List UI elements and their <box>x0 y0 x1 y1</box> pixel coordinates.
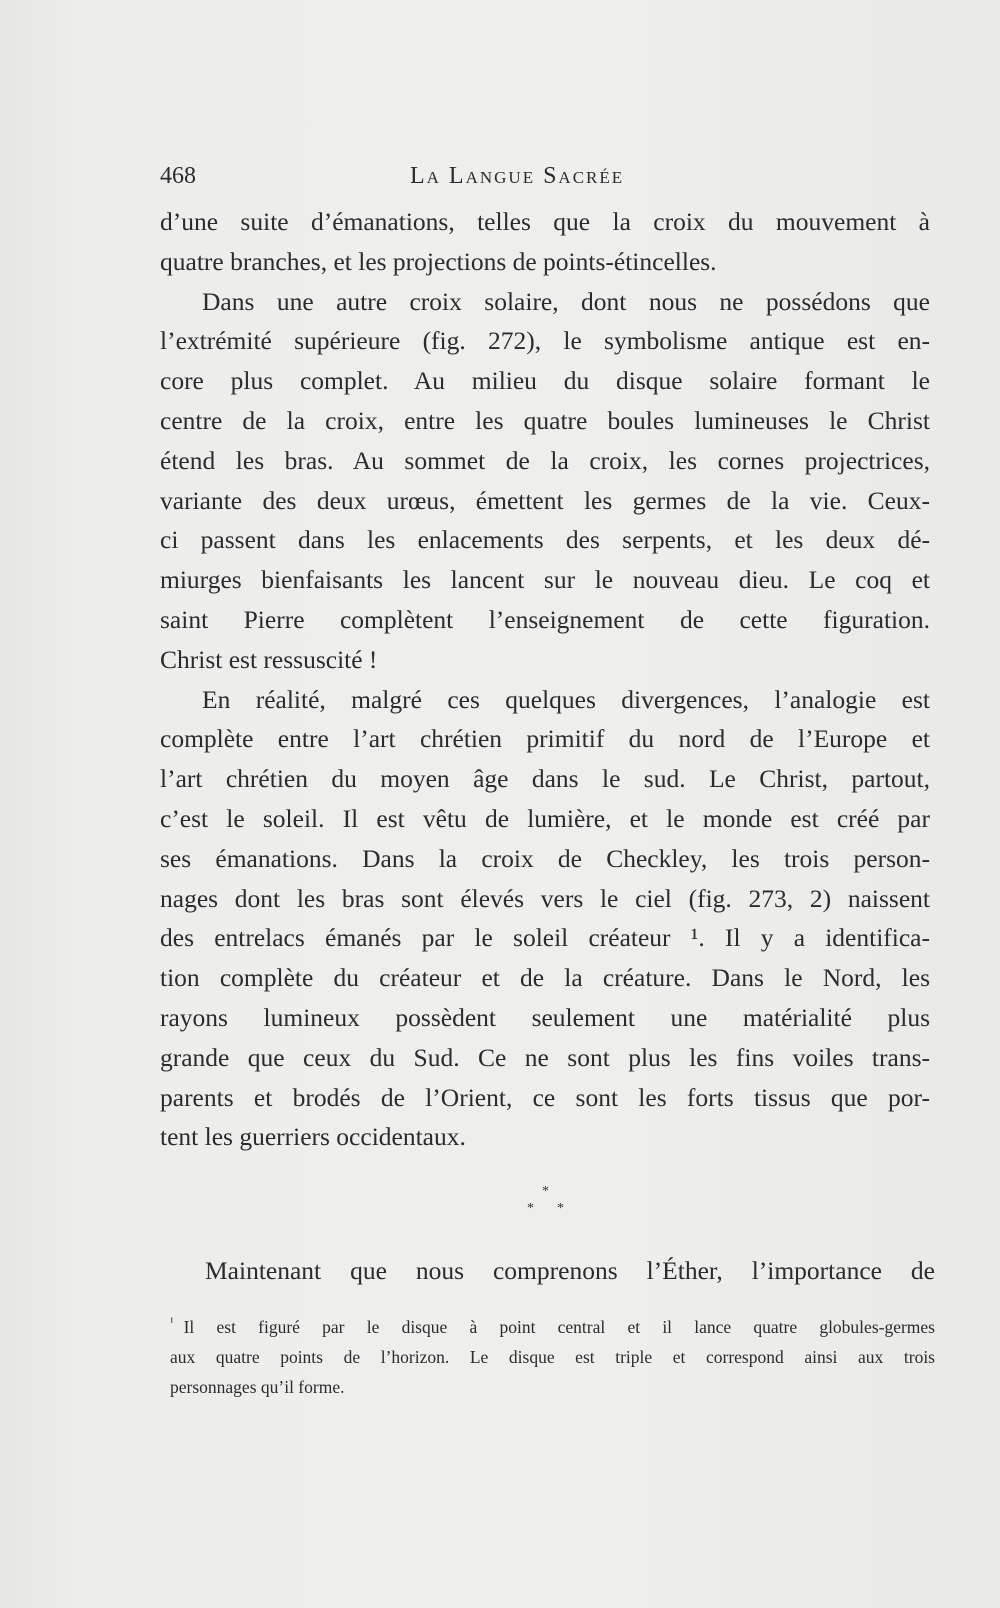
running-title: La Langue Sacrée <box>410 163 625 189</box>
text-line: d’une suite d’émanations, telles que la croix du mouvement à <box>160 207 930 236</box>
text-line: c’est le soleil. Il est vêtu de lumière, et le monde est créé par <box>160 803 930 833</box>
asterism-star: * <box>527 1201 534 1216</box>
paragraph-start-line: Dans une autre croix solaire, dont nous ne possédons que <box>202 286 930 316</box>
footnote <box>170 1307 935 1402</box>
text-line: tion complète du créateur et de la créature. Dans le Nord, les <box>160 963 930 993</box>
footnote-line <box>170 1307 935 1342</box>
body-text <box>160 202 930 1157</box>
text-line: rayons lumineux possèdent seulement une matérialité plus <box>160 1002 930 1032</box>
page-number: 468 <box>160 163 196 189</box>
footnote-text: Il est figuré par le disque à point central et il lance quatre globules-germes <box>183 1316 935 1337</box>
page-header <box>160 158 930 194</box>
text-line: variante des deux urœus, émettent les germes de la vie. Ceux- <box>160 485 930 515</box>
footnote-line: aux quatre points de l’horizon. Le disque est triple et correspond ainsi aux trois <box>170 1346 935 1367</box>
footnote-marker: ¹ <box>170 1315 174 1329</box>
asterism-star: * <box>542 1184 549 1199</box>
new-paragraph-line: Maintenant que nous comprenons l’Éther, l’importance de <box>205 1256 935 1285</box>
text-line: ci passent dans les enlacements des serpents, et les deux dé- <box>160 525 930 555</box>
paragraph-start-line: En réalité, malgré ces quelques divergences, l’analogie est <box>202 684 930 714</box>
text-line: tent les guerriers occidentaux. <box>160 1122 466 1152</box>
text-line: des entrelacs émanés par le soleil créateur ¹. Il y a identifica- <box>160 923 930 953</box>
text-line: parents et brodés de l’Orient, ce sont les forts tissus que por- <box>160 1082 930 1112</box>
text-line: étend les bras. Au sommet de la croix, les cornes projectrices, <box>160 445 930 475</box>
text-line: centre de la croix, entre les quatre boules lumineuses le Christ <box>160 405 930 435</box>
asterism-star: * <box>557 1201 564 1216</box>
text-line: core plus complet. Au milieu du disque solaire formant le <box>160 366 930 396</box>
text-line: nages dont les bras sont élevés vers le ciel (fig. 273, 2) naissent <box>160 883 930 913</box>
text-line: miurges bienfaisants les lancent sur le nouveau dieu. Le coq et <box>160 565 930 595</box>
text-line: Christ est ressuscité ! <box>160 644 378 674</box>
text-line: ses émanations. Dans la croix de Checkley, les trois person- <box>160 843 930 873</box>
text-line: saint Pierre complètent l’enseignement de cette figuration. <box>160 604 930 634</box>
text-line: l’art chrétien du moyen âge dans le sud. Le Christ, partout, <box>160 764 930 794</box>
section-break-asterism <box>520 1185 580 1225</box>
text-line: grande que ceux du Sud. Ce ne sont plus les fins voiles trans- <box>160 1042 930 1072</box>
text-line: l’extrémité supérieure (fig. 272), le symbolisme antique est en- <box>160 326 930 356</box>
text-line: complète entre l’art chrétien primitif du nord de l’Europe et <box>160 724 930 754</box>
text-line: quatre branches, et les projections de points-étincelles. <box>160 246 717 276</box>
footnote-line: personnages qu’il forme. <box>170 1376 345 1397</box>
